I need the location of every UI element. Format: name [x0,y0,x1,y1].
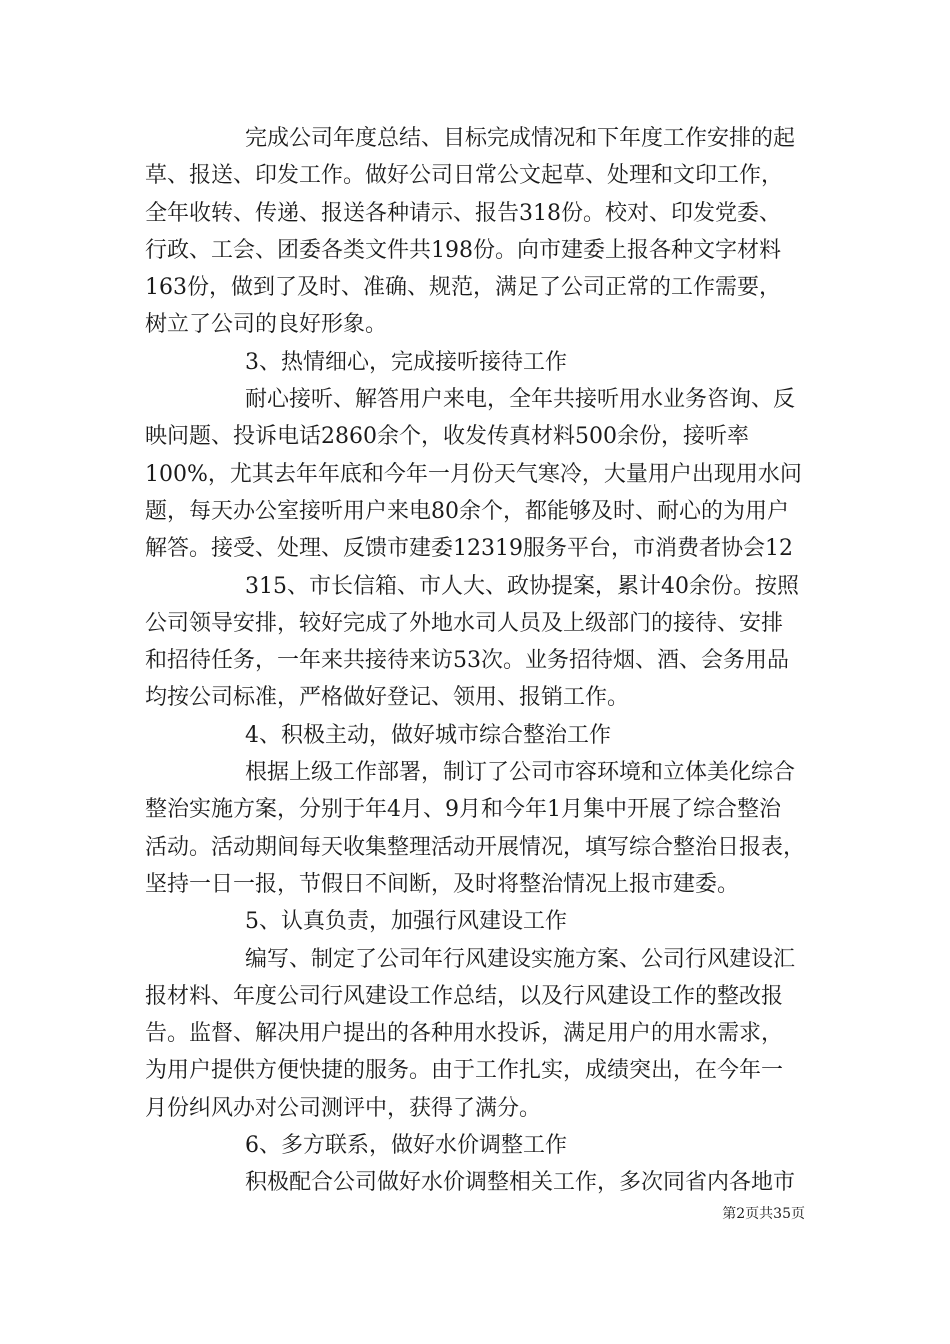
text-line: 3、热情细心，完成接听接待工作 [245,349,567,375]
text-line: 题，每天办公室接听用户来电80余个，都能够及时、耐心的为用户 [145,498,789,524]
text-line: 整治实施方案，分别于年4月、9月和今年1月集中开展了综合整治 [145,797,781,823]
text-line: 根据上级工作部署，制订了公司市容环境和立体美化综合 [245,760,796,786]
text-line: 公司领导安排，较好完成了外地水司人员及上级部门的接待、安排 [145,610,784,636]
text-line: 6、多方联系，做好水价调整工作 [245,1133,567,1159]
text-line: 草、报送、印发工作。做好公司日常公文起草、处理和文印工作， [145,163,784,189]
text-line: 100%，尤其去年年底和今年一月份天气寒冷，大量用户出现用水问 [145,461,802,487]
text-line: 告。监督、解决用户提出的各种用水投诉，满足用户的用水需求， [145,1021,784,1047]
page-footer: 第2页共35页 [722,1206,805,1222]
text-line: 315、市长信箱、市人大、政协提案，累计40余份。按照 [245,573,799,599]
text-line: 坚持一日一报，节假日不间断，及时将整治情况上报市建委。 [145,871,740,897]
text-line: 树立了公司的良好形象。 [145,312,388,338]
text-line: 映问题、投诉电话2860余个，收发传真材料500余份，接听率 [145,424,749,450]
text-line: 均按公司标准，严格做好登记、领用、报销工作。 [145,685,630,711]
text-line: 完成公司年度总结、目标完成情况和下年度工作安排的起 [245,126,796,151]
text-line: 活动。活动期间每天收集整理活动开展情况，填写综合整治日报表， [145,834,806,860]
text-line: 积极配合公司做好水价调整相关工作，多次同省内各地市 [245,1170,796,1196]
document-body [145,120,835,1202]
text-line: 报材料、年度公司行风建设工作总结，以及行风建设工作的整改报 [145,983,784,1009]
text-line: 月份纠风办对公司测评中，获得了满分。 [145,1095,542,1121]
text-line: 4、积极主动，做好城市综合整治工作 [245,722,611,748]
text-line: 为用户提供方便快捷的服务。由于工作扎实，成绩突出，在今年一 [145,1058,784,1084]
text-line: 和招待任务，一年来共接待来访53次。业务招待烟、酒、会务用品 [145,648,789,674]
text-line: 行政、工会、团委各类文件共198份。向市建委上报各种文字材料 [145,237,781,263]
text-line: 编写、制定了公司年行风建设实施方案、公司行风建设汇 [245,946,796,972]
text-line: 163份，做到了及时、准确、规范，满足了公司正常的工作需要， [145,275,781,301]
text-line: 耐心接听、解答用户来电，全年共接听用水业务咨询、反 [245,387,796,413]
text-line: 全年收转、传递、报送各种请示、报告318份。校对、印发党委、 [145,200,781,226]
text-line: 解答。接受、处理、反馈市建委12319服务平台，市消费者协会12 [145,536,793,562]
text-line: 5、认真负责，加强行风建设工作 [245,909,567,935]
